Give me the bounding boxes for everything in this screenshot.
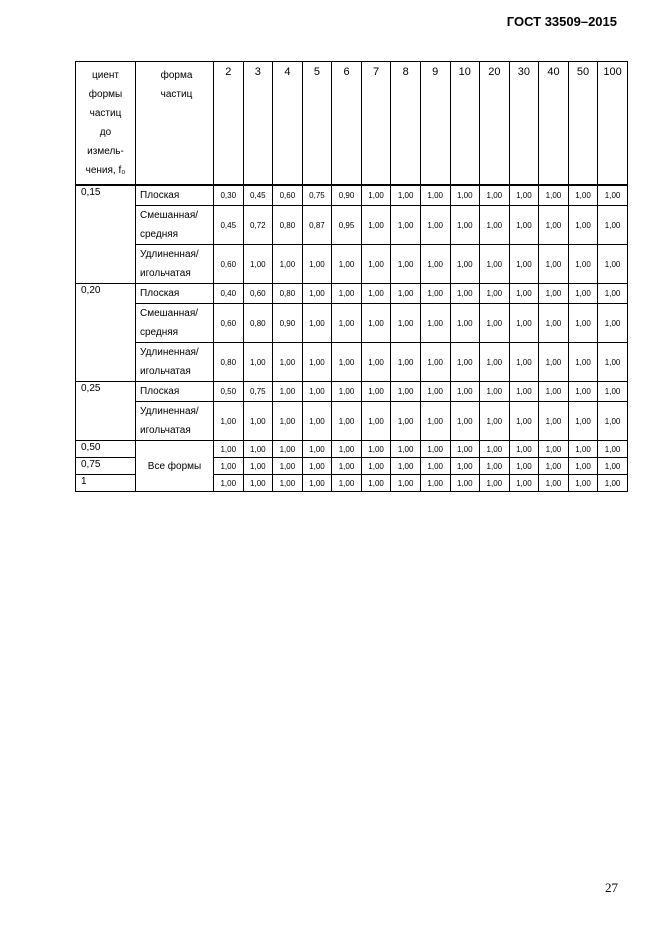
value-cell: 1,00 xyxy=(302,441,332,458)
value-cell: 1,00 xyxy=(450,304,480,343)
header-size-40: 40 xyxy=(539,62,569,186)
header-size-4: 4 xyxy=(273,62,303,186)
value-cell: 0,75 xyxy=(302,185,332,206)
value-cell: 1,00 xyxy=(243,441,273,458)
header-size-3: 3 xyxy=(243,62,273,186)
value-cell: 0,75 xyxy=(243,382,273,402)
value-cell: 0,95 xyxy=(332,206,362,245)
table-row xyxy=(76,343,628,382)
value-cell: 1,00 xyxy=(302,382,332,402)
value-cell: 1,00 xyxy=(273,475,303,492)
value-cell: 1,00 xyxy=(450,402,480,441)
value-cell: 1,00 xyxy=(214,458,244,475)
value-cell: 1,00 xyxy=(539,441,569,458)
table-row xyxy=(76,441,628,458)
value-cell: 1,00 xyxy=(361,206,391,245)
value-cell: 1,00 xyxy=(568,304,598,343)
value-cell: 1,00 xyxy=(509,441,539,458)
header-size-6: 6 xyxy=(332,62,362,186)
value-cell: 1,00 xyxy=(332,304,362,343)
value-cell: 1,00 xyxy=(568,441,598,458)
table-row xyxy=(76,206,628,245)
value-cell: 1,00 xyxy=(332,402,362,441)
value-cell: 1,00 xyxy=(480,458,510,475)
value-cell: 1,00 xyxy=(480,185,510,206)
value-cell: 1,00 xyxy=(509,458,539,475)
value-cell: 1,00 xyxy=(361,382,391,402)
value-cell: 0,87 xyxy=(302,206,332,245)
value-cell: 1,00 xyxy=(332,284,362,304)
value-cell: 1,00 xyxy=(243,245,273,284)
value-cell: 1,00 xyxy=(302,475,332,492)
table-row xyxy=(76,185,628,206)
value-cell: 1,00 xyxy=(450,245,480,284)
value-cell: 1,00 xyxy=(480,245,510,284)
value-cell: 1,00 xyxy=(450,284,480,304)
value-cell: 1,00 xyxy=(568,402,598,441)
coefficient-table xyxy=(75,61,628,492)
value-cell: 1,00 xyxy=(361,284,391,304)
value-cell: 0,60 xyxy=(214,304,244,343)
value-cell: 1,00 xyxy=(509,343,539,382)
value-cell: 1,00 xyxy=(509,245,539,284)
form-cell xyxy=(136,343,214,382)
value-cell: 1,00 xyxy=(420,475,450,492)
value-cell: 1,00 xyxy=(539,402,569,441)
value-cell: 1,00 xyxy=(420,245,450,284)
value-cell: 1,00 xyxy=(598,458,628,475)
form-line: Плоская xyxy=(140,386,180,397)
value-cell: 1,00 xyxy=(450,441,480,458)
value-cell: 1,00 xyxy=(568,206,598,245)
value-cell: 1,00 xyxy=(302,284,332,304)
value-cell: 1,00 xyxy=(480,343,510,382)
value-cell: 1,00 xyxy=(391,441,421,458)
value-cell: 1,00 xyxy=(598,441,628,458)
value-cell: 1,00 xyxy=(361,475,391,492)
value-cell: 1,00 xyxy=(243,343,273,382)
value-cell: 1,00 xyxy=(509,402,539,441)
header-coef-line: формы xyxy=(88,89,123,100)
header-form-line: форма xyxy=(160,70,193,81)
value-cell: 1,00 xyxy=(539,458,569,475)
value-cell: 0,80 xyxy=(214,343,244,382)
value-cell: 1,00 xyxy=(302,245,332,284)
value-cell: 1,00 xyxy=(361,185,391,206)
value-cell: 1,00 xyxy=(598,343,628,382)
value-cell: 1,00 xyxy=(243,402,273,441)
header-size-9: 9 xyxy=(420,62,450,186)
form-cell xyxy=(136,304,214,343)
header-coef-line: измель- xyxy=(87,146,124,157)
document-header-title: ГОСТ 33509–2015 xyxy=(506,14,617,29)
value-cell: 1,00 xyxy=(509,185,539,206)
value-cell: 0,30 xyxy=(214,185,244,206)
value-cell: 0,40 xyxy=(214,284,244,304)
value-cell: 1,00 xyxy=(509,284,539,304)
value-cell: 1,00 xyxy=(332,382,362,402)
value-cell: 1,00 xyxy=(391,402,421,441)
form-line: Удлиненная/ xyxy=(140,249,199,260)
value-cell: 1,00 xyxy=(302,304,332,343)
value-cell: 1,00 xyxy=(420,382,450,402)
value-cell: 1,00 xyxy=(509,206,539,245)
value-cell: 1,00 xyxy=(273,458,303,475)
value-cell: 0,80 xyxy=(243,304,273,343)
value-cell: 1,00 xyxy=(214,402,244,441)
value-cell: 1,00 xyxy=(568,245,598,284)
value-cell: 1,00 xyxy=(332,245,362,284)
value-cell: 1,00 xyxy=(480,304,510,343)
value-cell: 1,00 xyxy=(420,284,450,304)
value-cell: 1,00 xyxy=(391,343,421,382)
value-cell: 0,90 xyxy=(332,185,362,206)
value-cell: 0,72 xyxy=(243,206,273,245)
value-cell: 1,00 xyxy=(539,206,569,245)
header-form-cell xyxy=(136,62,214,186)
page-number: 27 xyxy=(605,880,618,895)
value-cell: 1,00 xyxy=(568,284,598,304)
value-cell: 1,00 xyxy=(420,402,450,441)
form-cell xyxy=(136,382,214,402)
form-line: игольчатая xyxy=(140,425,191,436)
header-coef-cell xyxy=(76,62,136,186)
table-header-row xyxy=(76,62,628,186)
value-cell: 1,00 xyxy=(568,382,598,402)
value-cell: 1,00 xyxy=(450,382,480,402)
form-line: игольчатая xyxy=(140,366,191,377)
coef-cell: 1 xyxy=(76,475,136,492)
header-size-20: 20 xyxy=(480,62,510,186)
value-cell: 1,00 xyxy=(391,382,421,402)
value-cell: 1,00 xyxy=(243,475,273,492)
header-size-30: 30 xyxy=(509,62,539,186)
form-cell xyxy=(136,245,214,284)
value-cell: 1,00 xyxy=(420,441,450,458)
value-cell: 1,00 xyxy=(361,458,391,475)
value-cell: 0,45 xyxy=(214,206,244,245)
form-cell xyxy=(136,402,214,441)
form-line: Удлиненная/ xyxy=(140,406,199,417)
value-cell: 1,00 xyxy=(420,206,450,245)
value-cell: 1,00 xyxy=(391,458,421,475)
value-cell: 0,80 xyxy=(273,206,303,245)
form-line: Смешанная/ xyxy=(140,210,199,221)
value-cell: 1,00 xyxy=(450,206,480,245)
form-cell xyxy=(136,185,214,206)
header-coef-line: частиц xyxy=(89,108,122,119)
value-cell: 1,00 xyxy=(539,382,569,402)
value-cell: 1,00 xyxy=(361,304,391,343)
value-cell: 1,00 xyxy=(361,402,391,441)
value-cell: 1,00 xyxy=(420,458,450,475)
table-row xyxy=(76,382,628,402)
value-cell: 1,00 xyxy=(273,245,303,284)
value-cell: 1,00 xyxy=(391,206,421,245)
value-cell: 1,00 xyxy=(598,475,628,492)
value-cell: 1,00 xyxy=(539,343,569,382)
value-cell: 1,00 xyxy=(568,343,598,382)
value-cell: 1,00 xyxy=(361,441,391,458)
header-size-100: 100 xyxy=(598,62,628,186)
value-cell: 1,00 xyxy=(302,402,332,441)
value-cell: 1,00 xyxy=(302,343,332,382)
value-cell: 1,00 xyxy=(391,185,421,206)
value-cell: 1,00 xyxy=(509,382,539,402)
value-cell: 1,00 xyxy=(598,304,628,343)
value-cell: 1,00 xyxy=(273,382,303,402)
value-cell: 1,00 xyxy=(273,402,303,441)
value-cell: 0,50 xyxy=(214,382,244,402)
value-cell: 1,00 xyxy=(361,245,391,284)
header-coef-line: до xyxy=(99,127,112,138)
value-cell: 1,00 xyxy=(598,402,628,441)
header-coef-line: чения, f₀ xyxy=(85,165,126,176)
form-line: Плоская xyxy=(140,190,180,201)
table-row xyxy=(76,284,628,304)
value-cell: 1,00 xyxy=(391,475,421,492)
value-cell: 1,00 xyxy=(539,284,569,304)
value-cell: 1,00 xyxy=(480,402,510,441)
value-cell: 1,00 xyxy=(568,185,598,206)
value-cell: 1,00 xyxy=(273,343,303,382)
value-cell: 1,00 xyxy=(450,185,480,206)
value-cell: 1,00 xyxy=(450,475,480,492)
value-cell: 1,00 xyxy=(598,206,628,245)
header-size-5: 5 xyxy=(302,62,332,186)
coef-cell: 0,20 xyxy=(76,284,136,382)
coef-cell: 0,15 xyxy=(76,185,136,284)
value-cell: 1,00 xyxy=(450,343,480,382)
value-cell: 0,60 xyxy=(243,284,273,304)
value-cell: 1,00 xyxy=(509,475,539,492)
value-cell: 0,45 xyxy=(243,185,273,206)
value-cell: 1,00 xyxy=(420,343,450,382)
value-cell: 1,00 xyxy=(568,475,598,492)
table-body xyxy=(76,185,628,492)
header-coef-line: циент xyxy=(92,70,119,81)
value-cell: 1,00 xyxy=(332,458,362,475)
form-line: средняя xyxy=(140,327,179,338)
header-size-8: 8 xyxy=(391,62,421,186)
value-cell: 1,00 xyxy=(332,441,362,458)
value-cell: 1,00 xyxy=(420,304,450,343)
header-size-2: 2 xyxy=(214,62,244,186)
value-cell: 1,00 xyxy=(214,441,244,458)
all-forms-cell: Все формы xyxy=(136,441,214,492)
form-cell xyxy=(136,284,214,304)
header-size-10: 10 xyxy=(450,62,480,186)
form-line: Смешанная/ xyxy=(140,308,199,319)
coef-cell: 0,50 xyxy=(76,441,136,458)
value-cell: 0,90 xyxy=(273,304,303,343)
value-cell: 1,00 xyxy=(391,284,421,304)
value-cell: 1,00 xyxy=(480,206,510,245)
value-cell: 1,00 xyxy=(480,475,510,492)
value-cell: 1,00 xyxy=(539,475,569,492)
value-cell: 1,00 xyxy=(568,458,598,475)
value-cell: 1,00 xyxy=(598,284,628,304)
header-form-line: частиц xyxy=(160,89,193,100)
value-cell: 0,80 xyxy=(273,284,303,304)
value-cell: 1,00 xyxy=(214,475,244,492)
value-cell: 1,00 xyxy=(539,245,569,284)
table-row xyxy=(76,245,628,284)
table-row xyxy=(76,304,628,343)
value-cell: 1,00 xyxy=(509,304,539,343)
form-line: Удлиненная/ xyxy=(140,347,199,358)
form-line: средняя xyxy=(140,229,179,240)
value-cell: 1,00 xyxy=(539,304,569,343)
value-cell: 1,00 xyxy=(598,245,628,284)
value-cell: 1,00 xyxy=(332,343,362,382)
value-cell: 1,00 xyxy=(243,458,273,475)
value-cell: 1,00 xyxy=(480,382,510,402)
value-cell: 1,00 xyxy=(273,441,303,458)
form-cell xyxy=(136,206,214,245)
value-cell: 1,00 xyxy=(420,185,450,206)
form-line: игольчатая xyxy=(140,268,191,279)
value-cell: 1,00 xyxy=(361,343,391,382)
value-cell: 1,00 xyxy=(302,458,332,475)
value-cell: 0,60 xyxy=(273,185,303,206)
coef-cell: 0,75 xyxy=(76,458,136,475)
value-cell: 1,00 xyxy=(598,185,628,206)
table-row xyxy=(76,402,628,441)
value-cell: 1,00 xyxy=(480,441,510,458)
value-cell: 1,00 xyxy=(480,284,510,304)
form-line: Плоская xyxy=(140,288,180,299)
value-cell: 1,00 xyxy=(539,185,569,206)
value-cell: 0,60 xyxy=(214,245,244,284)
value-cell: 1,00 xyxy=(598,382,628,402)
coef-cell: 0,25 xyxy=(76,382,136,441)
value-cell: 1,00 xyxy=(391,245,421,284)
header-size-50: 50 xyxy=(568,62,598,186)
value-cell: 1,00 xyxy=(391,304,421,343)
value-cell: 1,00 xyxy=(450,458,480,475)
header-size-7: 7 xyxy=(361,62,391,186)
value-cell: 1,00 xyxy=(332,475,362,492)
